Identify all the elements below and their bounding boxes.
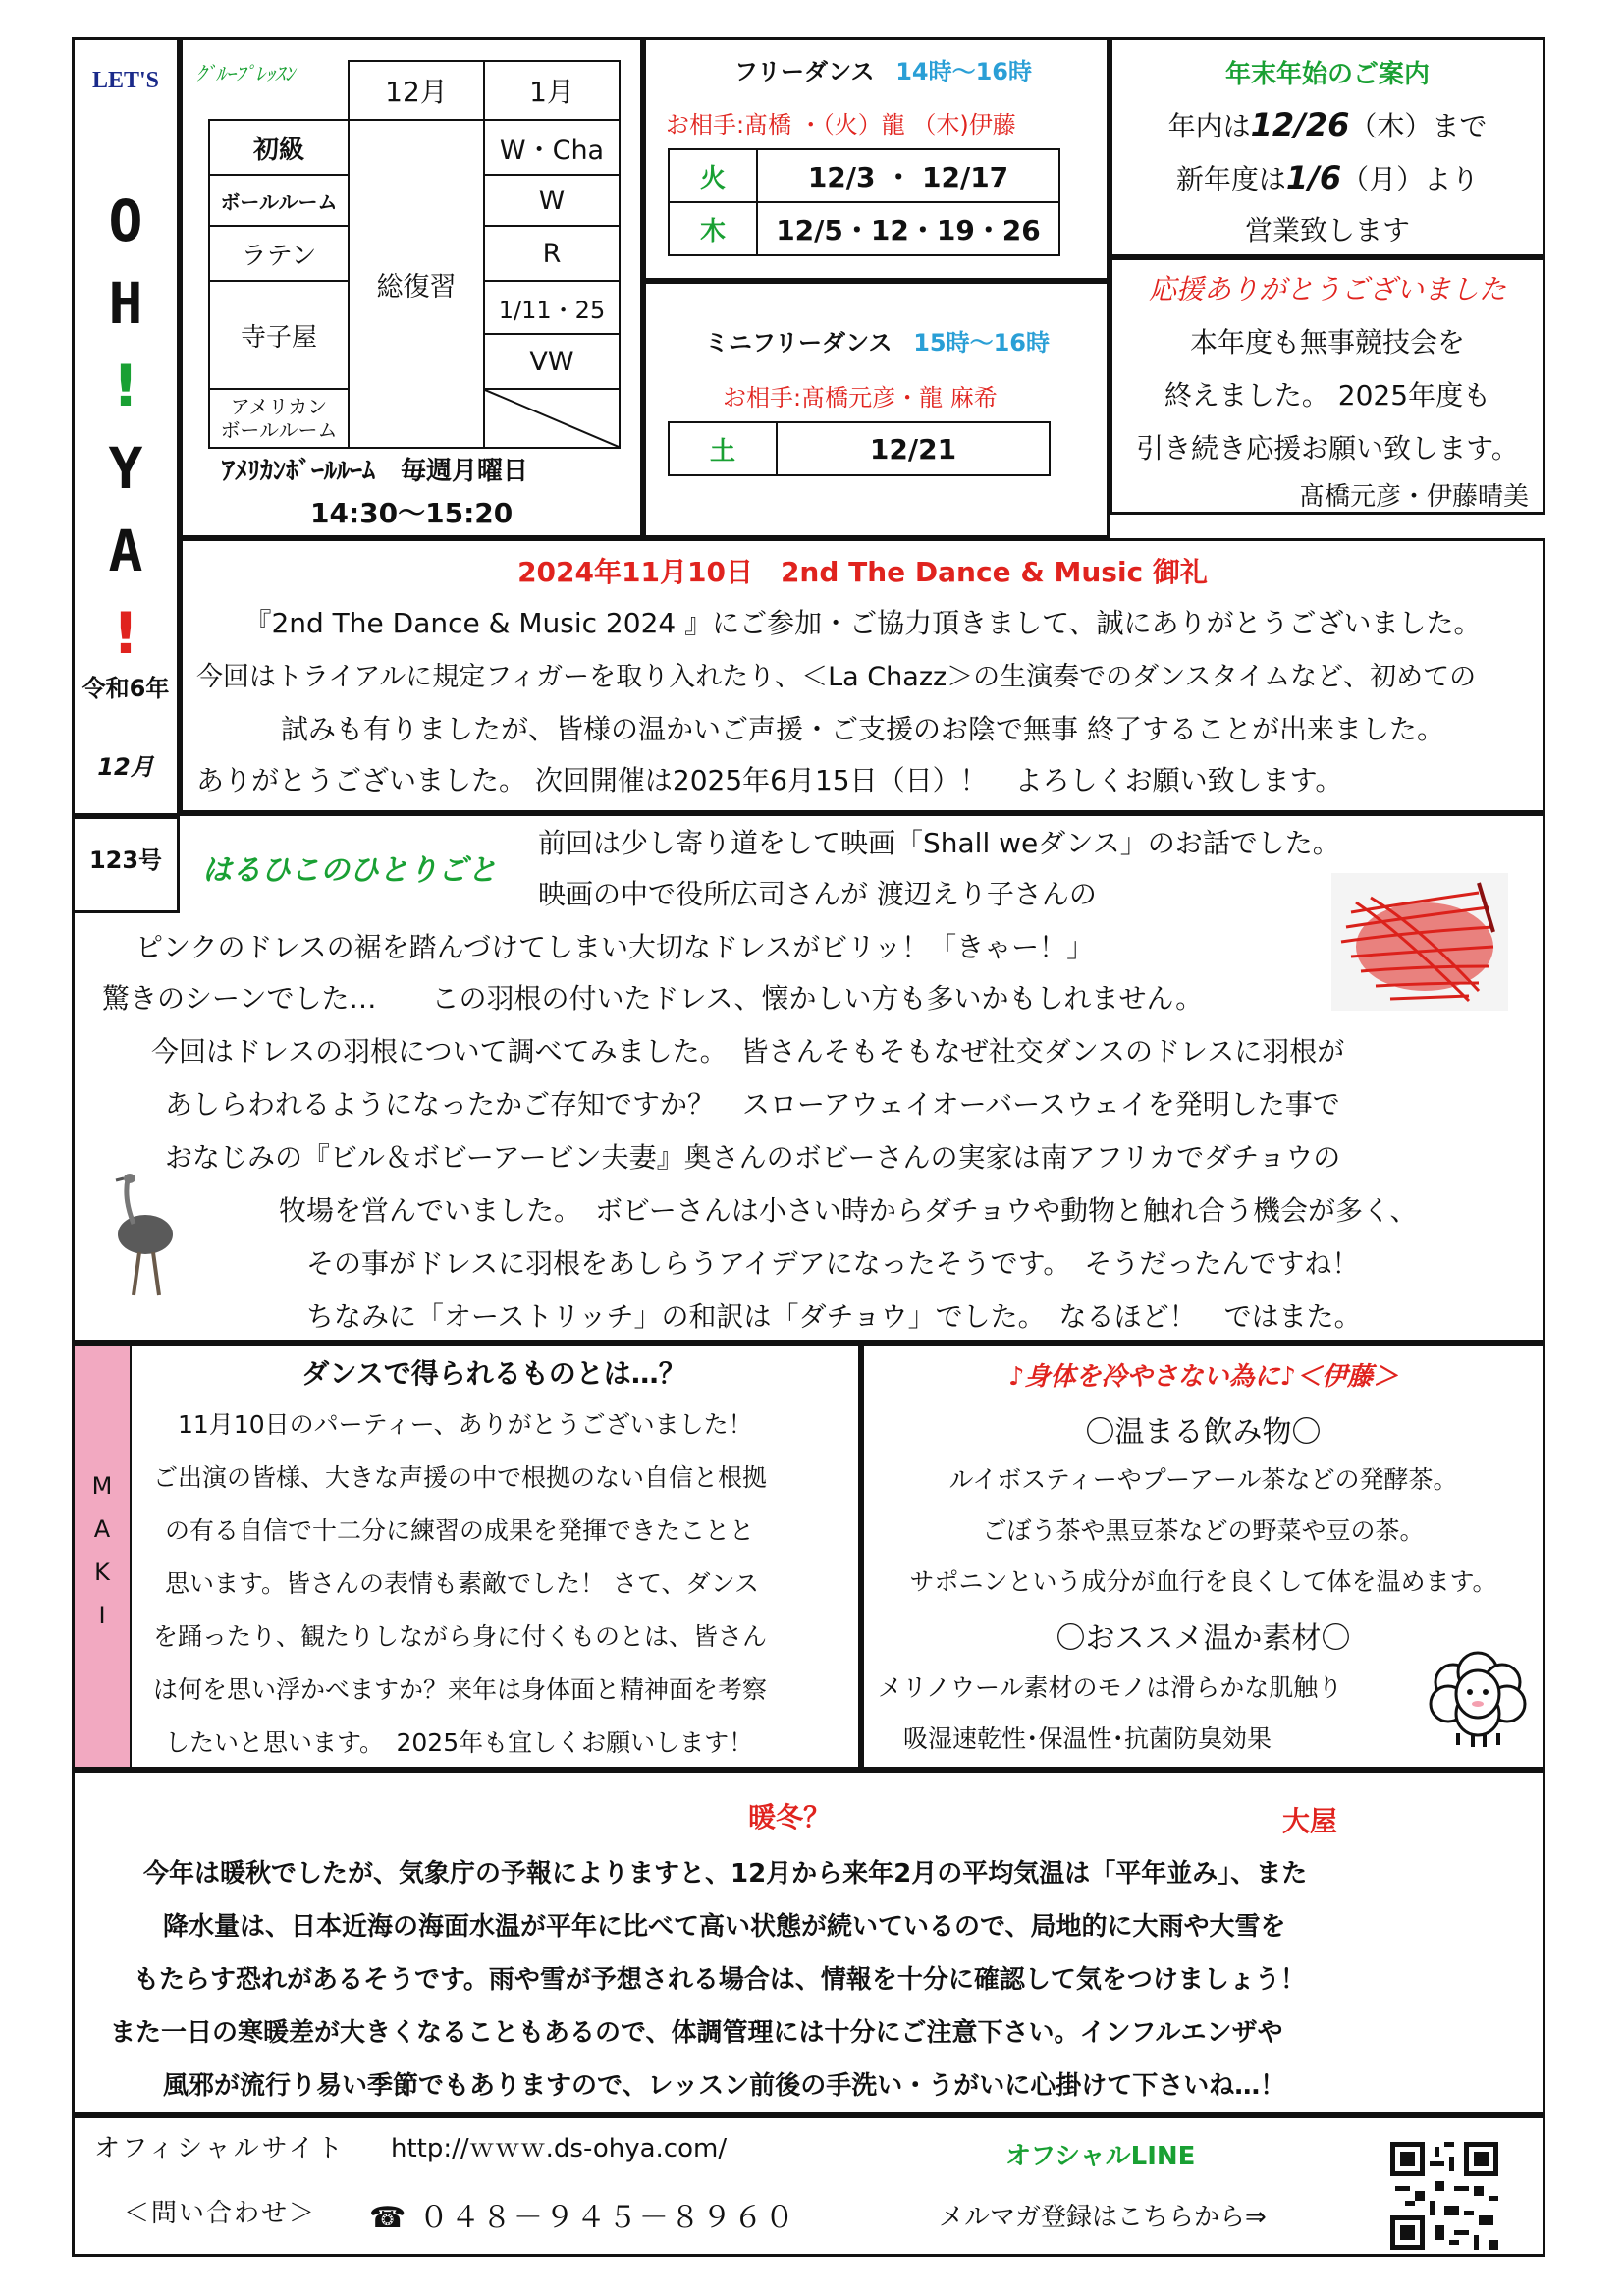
haruhiko-line-5: 今回はドレスの羽根について調べてみました。 皆さんそもそもなぜ社交ダンスのドレスに羽根が (151, 1035, 1345, 1067)
mini-free-dance-dates-sat: 12/21 (776, 421, 1051, 476)
mini-free-dance-day-sat: 土 (668, 421, 778, 476)
event-line-3: 試みも有りましたが、皆様の温かいご声援・ご支援のお陰で無事 終了することが出来ました。 (281, 713, 1444, 745)
haruhiko-line-8: 牧場を営んでいました。 ボビーさんは小さい時からダチョウや動物と触れ合う機会が多く、 (279, 1194, 1418, 1227)
row-label-terakoya: 寺子屋 (208, 280, 350, 390)
winter-author: 大屋 (1282, 1805, 1338, 1837)
haruhiko-panel (72, 813, 1545, 1343)
ito-drinks-line-1: ルイボスティーやプーアール茶などの発酵茶。 (948, 1465, 1458, 1494)
new-year-line2-post: （月）より (1341, 163, 1480, 195)
jan-beginner: W・Cha (483, 119, 621, 176)
ito-drinks-line-3: サポニンという成分が血行を良くして体を温めます。 (909, 1567, 1497, 1596)
site-url-link[interactable]: http://ｗｗｗ.ds-ohya.com/ (391, 2134, 728, 2163)
col-header-dec: 12月 (348, 60, 485, 121)
free-dance-dates-thu: 12/5・12・19・26 (756, 201, 1060, 256)
group-lesson-label: ｸﾞﾙｰﾌﾟﾚｯｽﾝ (196, 62, 295, 85)
red-feather-dress-image (1331, 873, 1508, 1011)
maki-line-7: したいと思います。 2025年も宜しくお願いします！ (165, 1728, 754, 1757)
phone-number[interactable]: ☎ ０４８－９４５－８９６０ (369, 2201, 796, 2235)
col-header-jan: 1月 (483, 60, 621, 121)
weekly-label: ｱﾒﾘｶﾝﾎﾞｰﾙﾙｰﾑ 毎週月曜日 (222, 457, 529, 486)
free-dance-day-tue: 火 (668, 148, 758, 203)
jan-latin: R (483, 225, 621, 282)
thanks-signature: 髙橋元彦・伊藤晴美 (1298, 482, 1529, 512)
ito-panel (861, 1343, 1545, 1770)
contact-label: ＜問い合わせ＞ (124, 2199, 317, 2228)
free-dance-title: フリーダンス (734, 58, 875, 85)
free-dance-partner: お相手:髙橋 ・（火）龍 （木)伊藤 (666, 111, 1016, 138)
maki-line-4: 思います。皆さんの表情も素敵でした！ さて、ダンス (165, 1569, 759, 1598)
line-text: メルマガ登録はこちらから⇒ (939, 2203, 1267, 2232)
winter-panel (72, 1770, 1545, 2115)
new-year-line1 (1112, 105, 1543, 144)
row-label-ballroom: ボールルーム (208, 174, 350, 227)
winter-line-4: また一日の寒暖差が大きくなることもあるので、体調管理には十分にご注意下さい。インフルエンザや (110, 2018, 1283, 2048)
row-label-beginner: 初級 (208, 119, 350, 176)
diagonal-strike-icon (485, 390, 619, 447)
thanks-line-2: 終えました。 2025年度も (1164, 379, 1491, 411)
title-char-o: O (108, 188, 143, 254)
maki-letter-i: I (98, 1602, 106, 1629)
haruhiko-line-3: ピンクのドレスの裾を踏んづけてしまい大切なドレスがビリッ！「きゃー！」 (135, 931, 1095, 963)
thanks-line-3: 引き続き応援お願い致します。 (1136, 432, 1519, 465)
winter-line-1: 今年は暖秋でしたが、気象庁の予報によりますと、12月から来年2月の平均気温は「平年並み」、また (143, 1859, 1308, 1888)
event-line-4: ありがとうございました。 次回開催は2025年6月15日（日）！ よろしくお願い致します。 (196, 764, 1343, 796)
sheep-icon (1424, 1643, 1532, 1751)
ito-materials-line-1: メリノウール素材のモノは滑らかな肌触り (878, 1673, 1343, 1702)
event-title: 2024年11月10日 2nd The Dance & Music 御礼 (517, 556, 1208, 588)
new-year-title: 年末年始のご案内 (1224, 60, 1430, 89)
new-year-line2-pre: 新年度は (1175, 163, 1286, 195)
ito-sub-materials: 〇おススメ温か素材〇 (1056, 1621, 1351, 1656)
maki-panel (72, 1343, 861, 1770)
mini-free-dance-partner: お相手:髙橋元彦・龍 麻希 (723, 384, 998, 411)
new-year-panel (1110, 37, 1545, 257)
jan-ballroom: W (483, 174, 621, 227)
title-char-a: A (108, 518, 143, 584)
maki-line-6: は何を思い浮かべますか？来年は身体面と精神面を考察 (153, 1675, 768, 1704)
haruhiko-line-10: ちなみに「オーストリッチ」の和訳は「ダチョウ」でした。 なるほど！ ではまた。 (306, 1300, 1362, 1333)
maki-line-2: ご出演の皆様、大きな声援の中で根拠のない自信と根拠 (153, 1463, 768, 1492)
title-char-y: Y (108, 435, 143, 502)
title-vertical (75, 188, 177, 683)
new-year-line1-pre: 年内は (1167, 110, 1251, 142)
era-label: 令和6年 (81, 675, 170, 702)
haruhiko-line-9: その事がドレスに羽根をあしらうアイデアになったそうです。 そうだったんですね！ (306, 1247, 1360, 1280)
title-char-h: H (108, 270, 143, 337)
line-title: オフシャルLINE (1005, 2142, 1196, 2171)
weekly-time: 14:30〜15:20 (310, 497, 514, 529)
winter-title: 暖冬？ (748, 1801, 832, 1833)
thanks-title: 応援ありがとうございました (1148, 273, 1506, 305)
thanks-panel (1110, 257, 1545, 515)
maki-line-1: 11月10日のパーティー、ありがとうございました！ (178, 1410, 753, 1439)
mini-free-dance-title: ミニフリーダンス (705, 329, 893, 356)
group-lesson-panel (180, 37, 643, 538)
title-char-exclaim-2: ! (112, 600, 139, 667)
row-label-american: アメリカン ボールルーム (208, 388, 350, 449)
dec-review-cell: 総復習 (348, 119, 485, 449)
haruhiko-line-1: 前回は少し寄り道をして映画「Shall weダンス」のお話でした。 (538, 827, 1340, 859)
maki-side-band (75, 1346, 132, 1767)
winter-line-5: 風邪が流行り易い季節でもありますので、レッスン前後の手洗い・うがいに心掛けて下さいね…！ (163, 2071, 1286, 2101)
ito-drinks-line-2: ごぼう茶や黒豆茶などの野菜や豆の茶。 (982, 1516, 1425, 1545)
masthead (72, 37, 180, 913)
ito-sub-drinks: 〇温まる飲み物〇 (1085, 1415, 1322, 1449)
ito-materials-line-2: 吸湿速乾性･保温性･抗菌防臭効果 (903, 1724, 1272, 1753)
ostrich-image (104, 1170, 183, 1307)
winter-line-3: もたらす恐れがあるそうです。雨や雪が予想される場合は、情報を十分に確認して気をつけましょう！ (134, 1965, 1306, 1995)
event-line-1: 『2nd The Dance & Music 2024 』にご参加・ご協力頂きまして、誠にありがとうございました。 (244, 607, 1482, 639)
new-year-line2-date: 1/6 (1285, 159, 1342, 196)
maki-line-3: の有る自信で十二分に練習の成果を発揮できたことと (165, 1516, 755, 1545)
thanks-line-1: 本年度も無事競技会を (1189, 326, 1465, 358)
ito-title: ♪身体を冷やさない為に♪＜伊藤＞ (1007, 1362, 1399, 1392)
winter-line-2: 降水量は、日本近海の海面水温が平年に比べて高い状態が続いているので、局地的に大雨や大雪を (163, 1912, 1286, 1941)
qr-code-icon[interactable] (1390, 2142, 1498, 2250)
title-char-exclaim: ! (112, 353, 139, 419)
mini-free-dance-heading (705, 323, 1050, 357)
jan-terakoya-dates: 1/11・25 (483, 280, 621, 335)
footer-panel (72, 2115, 1545, 2257)
maki-title: ダンスで得られるものとは…？ (301, 1357, 686, 1390)
jan-american-empty (483, 388, 621, 449)
free-dance-panel (643, 37, 1110, 281)
new-year-line1-post: （木）まで (1349, 110, 1488, 142)
new-year-line1-date: 12/26 (1250, 106, 1350, 143)
haruhiko-line-6: あしらわれるようになったかご存知ですか？ スローアウェイオーバースウェイを発明した事で (165, 1088, 1340, 1121)
event-panel (180, 538, 1545, 813)
mini-free-dance-time: 15時〜16時 (913, 329, 1050, 356)
row-label-latin: ラテン (208, 225, 350, 282)
maki-letter-a: A (93, 1515, 111, 1543)
haruhiko-line-4: 驚きのシーンでした… この羽根の付いたドレス、懐かしい方も多いかもしれません。 (102, 982, 1204, 1014)
free-dance-time: 14時〜16時 (895, 58, 1032, 85)
free-dance-dates-tue: 12/3 ・ 12/17 (756, 148, 1060, 203)
month-label: 12月 (97, 753, 154, 781)
maki-line-5: を踊ったり、観たりしながら身に付くものとは、皆さん (153, 1622, 768, 1651)
haruhiko-line-2: 映画の中で役所広司さんが 渡辺えり子さんの (538, 878, 1097, 910)
jan-terakoya-dance: VW (483, 333, 621, 390)
maki-letter-k: K (94, 1558, 110, 1586)
haruhiko-title: はるひこのひとりごと (202, 853, 497, 888)
issue-number: 123号 (88, 847, 163, 874)
haruhiko-line-7: おなじみの『ビル＆ボビーアービン夫妻』奥さんのボビーさんの実家は南アフリカでダチョウの (165, 1141, 1341, 1174)
mini-free-dance-panel (643, 281, 1110, 538)
site-label: オフィシャルサイト (94, 2134, 346, 2163)
maki-letter-m: M (91, 1472, 113, 1500)
lets-label: LET'S (91, 68, 160, 93)
new-year-line2 (1112, 158, 1543, 197)
new-year-line3: 営業致します (1244, 214, 1410, 246)
event-line-2: 今回はトライアルに規定フィガーを取り入れたり、＜La Chazz＞の生演奏でのダンスタイムなど、初めての (196, 662, 1477, 692)
free-dance-day-thu: 木 (668, 201, 758, 256)
free-dance-heading (734, 52, 1032, 86)
